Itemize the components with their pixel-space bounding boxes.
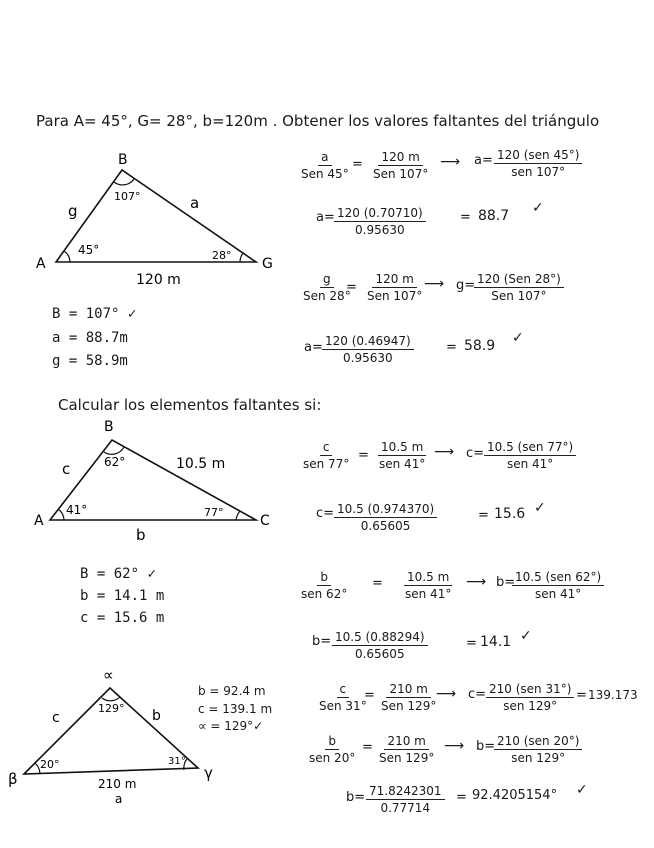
triangle-3-vertex-gamma: γ [204, 764, 213, 782]
triangle-1-side-a: a [190, 194, 200, 212]
eq2-prefix: a= [316, 210, 335, 225]
eq10-left-fraction: b sen 20° [309, 734, 356, 765]
eq9-arrow: ⟶ [436, 686, 457, 702]
eq11-equals: = [456, 790, 467, 805]
eq9-equals-2: = [576, 688, 587, 703]
answer-2-c: c = 15.6 m [80, 610, 165, 626]
eq4-value: 58.9 [464, 338, 496, 354]
triangle-1-angle-A: 45° [78, 243, 100, 257]
eq1-result-prefix: a= [474, 153, 493, 168]
triangle-1-side-b: 120 m [136, 272, 181, 288]
eq2-check: ✓ [532, 200, 544, 216]
eq5-result-prefix: c= [466, 446, 485, 461]
answer-1-g: g = 58.9m [52, 353, 128, 369]
eq8-check: ✓ [520, 628, 532, 644]
triangle-2-angle-A: 41° [66, 503, 88, 517]
eq2-fraction: $\frac{120 (0.70710)}{0.95630}$ [334, 206, 426, 237]
eq9-result-prefix: c= [468, 687, 487, 702]
triangle-2-side-b: b [136, 526, 146, 544]
eq10-right-fraction: 210 m Sen 129° [379, 734, 435, 765]
triangle-3-side-c: c [52, 710, 60, 726]
eq5-arrow: ⟶ [434, 444, 455, 460]
triangle-3-vertex-beta: β [8, 770, 18, 788]
eq3-right-fraction: 120 m Sen 107° [367, 272, 423, 303]
triangle-1-arc-A [64, 251, 70, 262]
eq7-arrow: ⟶ [466, 574, 487, 590]
eq2-value: 88.7 [478, 208, 510, 224]
answer-3-b: b = 92.4 m [198, 684, 266, 698]
eq4-prefix: a= [304, 340, 323, 355]
answer-3-c: c = 139.1 m [198, 702, 273, 716]
triangle-1-arc-B [114, 179, 134, 185]
triangle-2-vertex-C: C [260, 513, 270, 529]
triangle-2-angle-B: 62° [104, 455, 126, 469]
triangle-2-arc-A [58, 509, 64, 520]
eq11-value: 92.4205154° [472, 788, 558, 803]
triangle-3-angle-beta: 20° [40, 758, 60, 771]
heading-problem-2: Calcular los elementos faltantes si: [58, 396, 322, 414]
eq1-right-fraction: 120 m Sen 107° [373, 150, 429, 181]
triangle-1-vertex-G: G [262, 256, 273, 272]
triangle-1-angle-B: 107° [114, 190, 141, 203]
triangle-2-arc-C [236, 511, 240, 520]
triangle-2-side-a: 10.5 m [176, 456, 226, 472]
eq1-arrow: ⟶ [440, 154, 461, 170]
eq8-prefix: b= [312, 634, 332, 649]
eq3-left-fraction: g Sen 28° [303, 272, 351, 303]
eq5-left-fraction: c sen 77° [303, 440, 350, 471]
triangle-2-side-c: c [62, 460, 71, 478]
eq11-fraction: $\frac{71.8242301}{0.77714}$ [366, 784, 445, 815]
triangle-3-side-a-label: a [115, 792, 123, 806]
eq1-left-fraction: a Sen 45° [301, 150, 349, 181]
answer-1-a: a = 88.7m [52, 330, 128, 346]
eq9-left-fraction: c Sen 31° [319, 682, 367, 713]
eq4-equals: = [446, 340, 457, 355]
answer-1-B: B = 107° ✓ [52, 306, 137, 322]
eq11-check: ✓ [576, 782, 588, 798]
triangle-3-side-a: 210 m [98, 777, 137, 791]
eq4-check: ✓ [512, 330, 524, 346]
eq5-result-fraction: 10.5 (sen 77°) sen 41° [484, 440, 576, 471]
eq9-result-fraction: 210 (sen 31°) sen 129° [486, 682, 574, 713]
eq7-equals: = [372, 576, 383, 591]
triangle-1-vertex-B: B [118, 152, 128, 168]
answer-3-alpha: ∝ = 129°✓ [198, 719, 264, 733]
triangle-2-arc-B [104, 447, 124, 454]
eq9-value: 139.173 [588, 688, 638, 702]
eq1-result-fraction: 120 (sen 45°) sen 107° [494, 148, 582, 179]
eq11-prefix: b= [346, 790, 366, 805]
triangle-1-angle-G: 28° [212, 249, 232, 262]
eq6-prefix: c= [316, 506, 335, 521]
eq10-equals: = [362, 740, 373, 755]
eq3-arrow: ⟶ [424, 276, 445, 292]
eq9-equals: = [364, 688, 375, 703]
eq4-fraction: $\frac{120 (0.46947)}{0.95630}$ [322, 334, 414, 365]
eq5-equals: = [358, 448, 369, 463]
eq10-arrow: ⟶ [444, 738, 465, 754]
eq6-value: 15.6 [494, 506, 526, 522]
triangle-1-side-g: g [68, 202, 78, 220]
eq6-check: ✓ [534, 500, 546, 516]
eq7-result-fraction: 10.5 (sen 62°) sen 41° [512, 570, 604, 601]
eq3-equals: = [346, 280, 357, 295]
triangle-3-side-b: b [152, 708, 161, 724]
triangle-3-angle-alpha: 129° [98, 702, 125, 715]
answer-2-B: B = 62° ✓ [80, 566, 156, 582]
eq8-fraction: $\frac{10.5 (0.88294)}{0.65605}$ [332, 630, 428, 661]
eq8-value: 14.1 [480, 634, 512, 650]
triangle-3-arc-alpha [102, 697, 120, 701]
eq10-result-fraction: 210 (sen 20°) sen 129° [494, 734, 582, 765]
eq7-result-prefix: b= [496, 575, 516, 590]
eq8-equals: = [466, 636, 477, 651]
eq9-right-fraction: 210 m Sen 129° [381, 682, 437, 713]
eq6-equals: = [478, 508, 489, 523]
eq2-equals: = [460, 210, 471, 225]
triangle-2-angle-C: 77° [204, 506, 224, 519]
eq7-right-fraction: 10.5 m sen 41° [405, 570, 452, 601]
eq3-result-fraction: 120 (Sen 28°) Sen 107° [474, 272, 564, 303]
triangle-1-arc-G [240, 253, 243, 262]
triangle-1-vertex-A: A [36, 256, 46, 272]
triangle-2-vertex-A: A [34, 513, 44, 529]
eq1-equals: = [352, 157, 363, 172]
eq6-fraction: $\frac{10.5 (0.974370)}{0.65605}$ [334, 502, 437, 533]
eq5-right-fraction: 10.5 m sen 41° [379, 440, 426, 471]
eq3-result-prefix: g= [456, 278, 476, 293]
answer-2-b: b = 14.1 m [80, 588, 165, 604]
heading-problem-1: Para A= 45°, G= 28°, b=120m . Obtener los valores faltantes del triángulo [36, 112, 600, 130]
triangle-3-angle-gamma: 31° [168, 756, 186, 767]
eq10-result-prefix: b= [476, 739, 496, 754]
eq7-left-fraction: b sen 62° [301, 570, 348, 601]
triangle-3-vertex-alpha: ∝ [103, 666, 114, 684]
triangle-2-vertex-B: B [104, 419, 114, 435]
